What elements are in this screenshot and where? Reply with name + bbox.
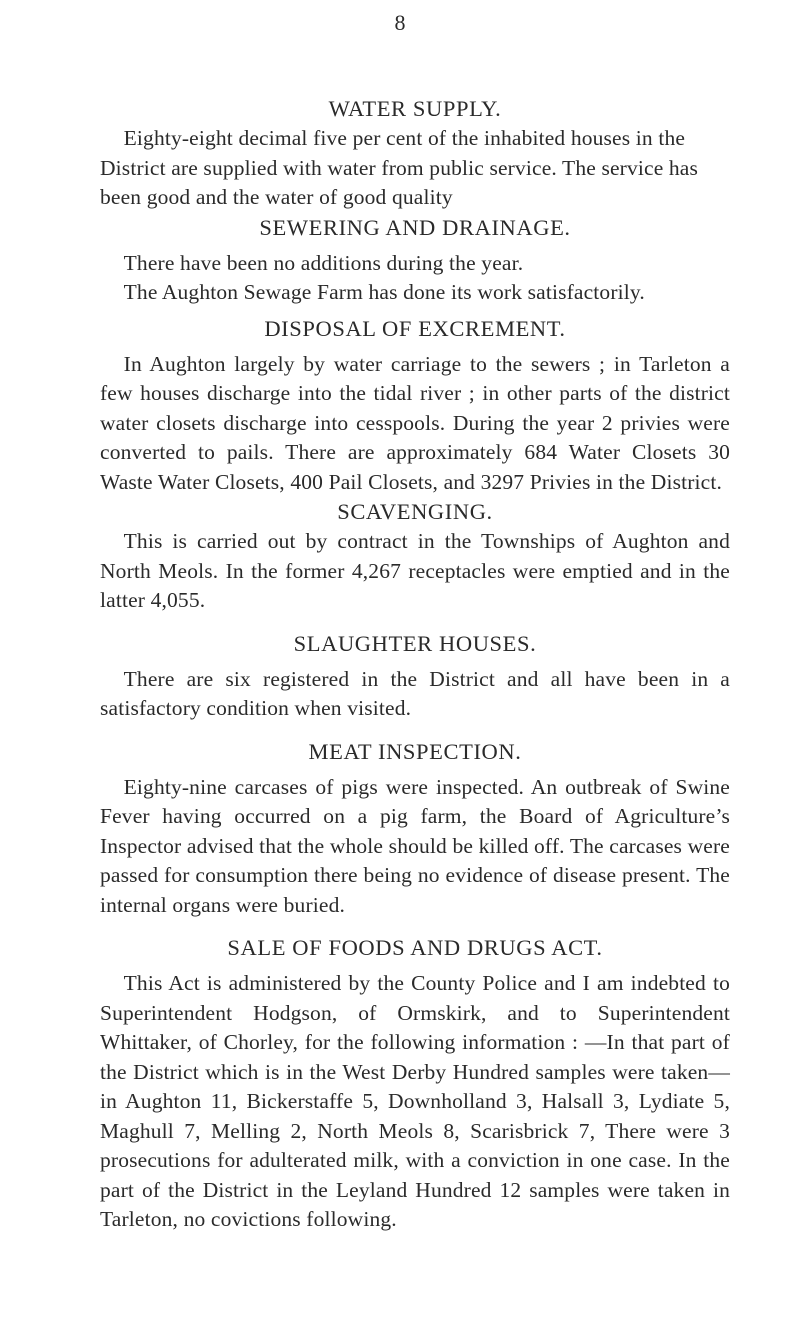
section-meat-inspection xyxy=(100,737,730,921)
section-heading: MEAT INSPECTION. xyxy=(308,738,522,764)
section-paragraph: Eighty-nine carcases of pigs were inspected. An outbreak of Swine Fever having occurred on a pig farm, the Board of Agriculture’s Inspector advised that the whole should be killed off. The carcases were passed for consumption there being no evidence of disease present. The internal organs were buried. xyxy=(100,774,730,917)
section-paragraph: There are six registered in the District and all have been in a satisfactory condition when visited. xyxy=(100,666,730,720)
section-heading: SCAVENGING. xyxy=(337,499,493,524)
section-heading: WATER SUPPLY. xyxy=(328,96,502,121)
section-slaughter-houses xyxy=(100,629,730,724)
page-content xyxy=(100,46,730,1235)
section-disposal-of-excrement xyxy=(100,314,730,498)
section-heading: SLAUGHTER HOUSES. xyxy=(293,630,537,656)
section-heading: SEWERING AND DRAINAGE. xyxy=(259,214,571,240)
page-number: 8 xyxy=(394,10,406,35)
section-sewering-drainage xyxy=(100,213,730,308)
section-scavenging xyxy=(100,497,730,616)
section-heading: DISPOSAL OF EXCREMENT. xyxy=(264,315,566,341)
section-paragraph: Eighty-eight decimal five per cent of the inhabited houses in the District are supplied with water from public service. The service has been good and the water of good quality xyxy=(100,126,699,209)
section-paragraph: In Aughton largely by water carriage to the sewers ; in Tarleton a few houses discharge into the tidal river ; in other parts of the district water closets discharge into cesspools. During the year 2 privies were converted to pails. There are approximately 684 Water Closets 30 Waste Water Closets, 400 Pail Closets, and 3297 Privies in the District. xyxy=(100,351,730,494)
section-paragraph: There have been no additions during the year. xyxy=(123,250,524,275)
section-paragraph: This is carried out by contract in the Townships of Aughton and North Meols. In the former 4,267 receptacles were emptied and in the latter 4,055. xyxy=(100,529,730,612)
section-paragraph: This Act is administered by the County Police and I am indebted to Superintendent Hodgson, of Ormskirk, and to Superintendent Whittaker, of Chorley, for the following information : —In that part of the District which is in the West Derby Hundred samples were taken—in Aughton 11, Bickerstaffe 5, Downholland 3, Halsall 3, Lydiate 5, Maghull 7, Melling 2, North Meols 8, Scarisbrick 7, There were 3 prosecutions for adulterated milk, with a conviction in one case. In the part of the District in the Leyland Hundred 12 samples were taken in Tarleton, no covictions following. xyxy=(100,971,730,1231)
section-sale-of-foods-and-drugs-act xyxy=(100,933,730,1235)
section-water-supply xyxy=(100,46,730,213)
section-heading: SALE OF FOODS AND DRUGS ACT. xyxy=(227,935,603,960)
section-paragraph: The Aughton Sewage Farm has done its work satisfactorily. xyxy=(123,280,645,304)
